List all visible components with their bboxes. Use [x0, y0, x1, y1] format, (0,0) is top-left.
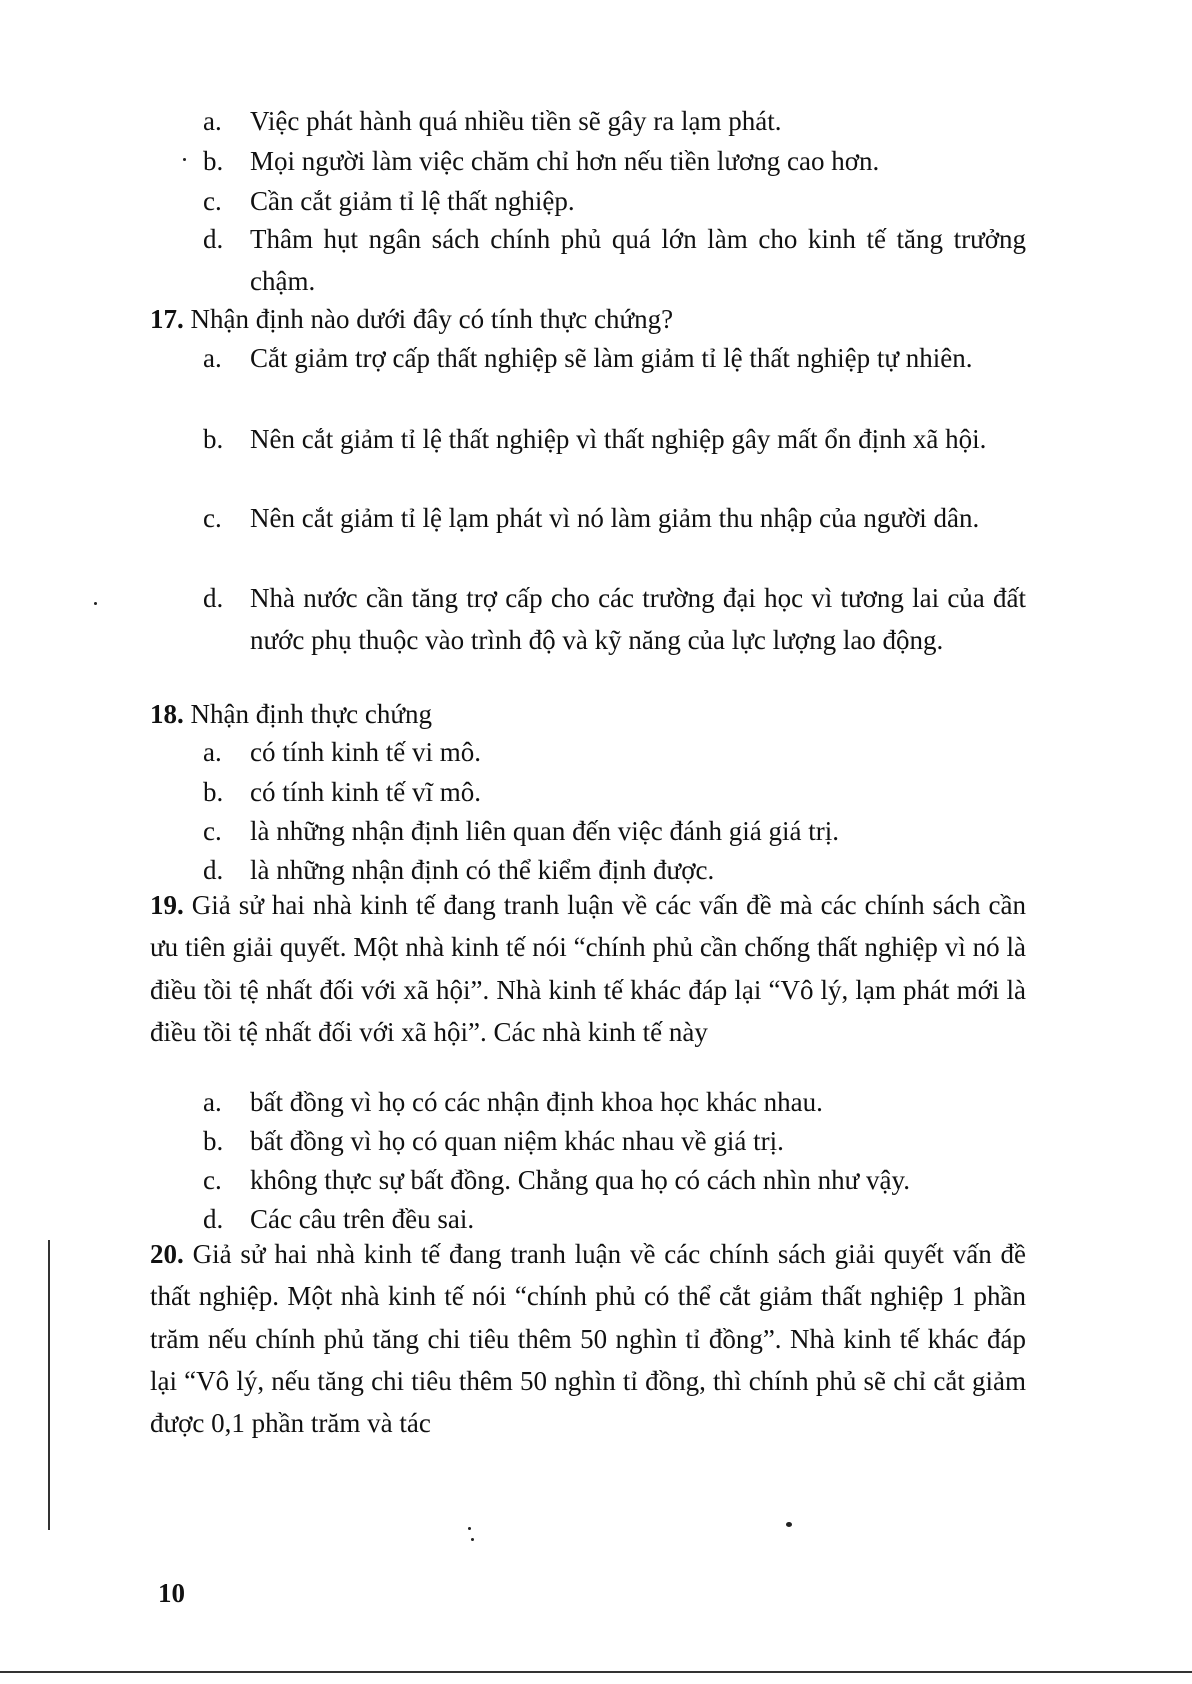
question-20-text: Giả sử hai nhà kinh tế đang tranh luận về các chính sách giải quyết vấn đề thất nghiệp. Một nhà kinh tế nói “chính phủ có thể cắt giảm thất nghiệp 1 phần trăm nếu chính phủ tăng chi tiêu thêm 50 nghìn tỉ đồng”. Nhà kinh tế khác đáp lại “Vô lý, nếu tăng chi tiêu thêm 50 nghìn tỉ đồng, thì chính phủ sẽ chỉ cắt giảm được 0,1 phần trăm và tác [150, 1239, 1026, 1439]
scan-speck [468, 1527, 471, 1530]
q18-option-c: là những nhận định liên quan đến việc đánh giá giá trị. [250, 816, 839, 846]
q19-option-d: Các câu trên đều sai. [250, 1204, 475, 1234]
scan-speck [94, 602, 97, 605]
page-number: 10 [158, 1578, 185, 1608]
q16-option-a-label: a. [203, 106, 222, 136]
q18-option-c-label: c. [203, 816, 222, 846]
q17-option-a-label: a. [203, 343, 222, 373]
scan-edge-line [48, 1240, 50, 1530]
q19-option-c-label: c. [203, 1165, 222, 1195]
question-19-text: Giả sử hai nhà kinh tế đang tranh luận về các vấn đề mà các chính sách cần ưu tiên giải quyết. Một nhà kinh tế nói “chính phủ cần chống thất nghiệp vì nó là điều tồi tệ nhất đối với xã hội”. Nhà kinh tế khác đáp lại “Vô lý, lạm phát mới là điều tồi tệ nhất đối với xã hội”. Các nhà kinh tế này [150, 890, 1027, 1047]
q19-option-c: không thực sự bất đồng. Chẳng qua họ có cách nhìn như vậy. [250, 1165, 911, 1195]
q17-option-b: Nên cắt giảm tỉ lệ thất nghiệp vì thất nghiệp gây mất ổn định xã hội. [250, 424, 987, 454]
q16-option-d: Thâm hụt ngân sách chính phủ quá lớn làm cho kinh tế tăng trưởng chậm. [250, 224, 1026, 296]
question-19-number: 19. [150, 890, 184, 920]
q18-option-b-label: b. [203, 777, 224, 807]
q16-option-a: Việc phát hành quá nhiều tiền sẽ gây ra lạm phát. [250, 106, 782, 136]
q18-option-b: có tính kinh tế vĩ mô. [250, 777, 481, 807]
question-18-text: Nhận định thực chứng [190, 699, 432, 729]
scan-speck [471, 1538, 474, 1541]
q17-option-d: Nhà nước cần tăng trợ cấp cho các trường đại học vì tương lai của đất nước phụ thuộc vào trình độ và kỹ năng của lực lượng lao động. [250, 583, 1026, 655]
q18-option-d-label: d. [203, 855, 224, 885]
question-20-number: 20. [150, 1239, 184, 1269]
question-19 [150, 884, 1026, 1053]
question-17 [150, 298, 673, 340]
q19-option-b: bất đồng vì họ có quan niệm khác nhau về giá trị. [250, 1126, 784, 1156]
question-17-number: 17. [150, 304, 184, 334]
q19-option-a-label: a. [203, 1087, 222, 1117]
q16-option-b: Mọi người làm việc chăm chỉ hơn nếu tiền lương cao hơn. [250, 146, 880, 176]
q17-option-d-label: d. [203, 583, 224, 613]
q19-option-d-label: d. [203, 1204, 224, 1234]
q17-option-c-label: c. [203, 503, 222, 533]
question-20 [150, 1233, 1026, 1444]
q17-option-a: Cắt giảm trợ cấp thất nghiệp sẽ làm giảm tỉ lệ thất nghiệp tự nhiên. [250, 343, 973, 373]
question-18 [150, 693, 432, 735]
question-17-text: Nhận định nào dưới đây có tính thực chứng? [190, 304, 674, 334]
q18-option-a: có tính kinh tế vi mô. [250, 737, 481, 767]
scan-speck [786, 1522, 792, 1527]
q16-option-d-label: d. [203, 224, 224, 254]
q19-option-a: bất đồng vì họ có các nhận định khoa học khác nhau. [250, 1087, 823, 1117]
q16-option-c: Cần cắt giảm tỉ lệ thất nghiệp. [250, 186, 575, 216]
q19-option-b-label: b. [203, 1126, 224, 1156]
q17-option-b-label: b. [203, 424, 224, 454]
q18-option-a-label: a. [203, 737, 222, 767]
q17-option-c: Nên cắt giảm tỉ lệ lạm phát vì nó làm giảm thu nhập của người dân. [250, 503, 980, 533]
q16-option-c-label: c. [203, 186, 222, 216]
scan-bottom-line [0, 1671, 1192, 1673]
question-18-number: 18. [150, 699, 184, 729]
q16-option-b-label: b. [203, 146, 224, 176]
scan-speck [183, 158, 186, 161]
q18-option-d: là những nhận định có thể kiểm định được. [250, 855, 715, 885]
